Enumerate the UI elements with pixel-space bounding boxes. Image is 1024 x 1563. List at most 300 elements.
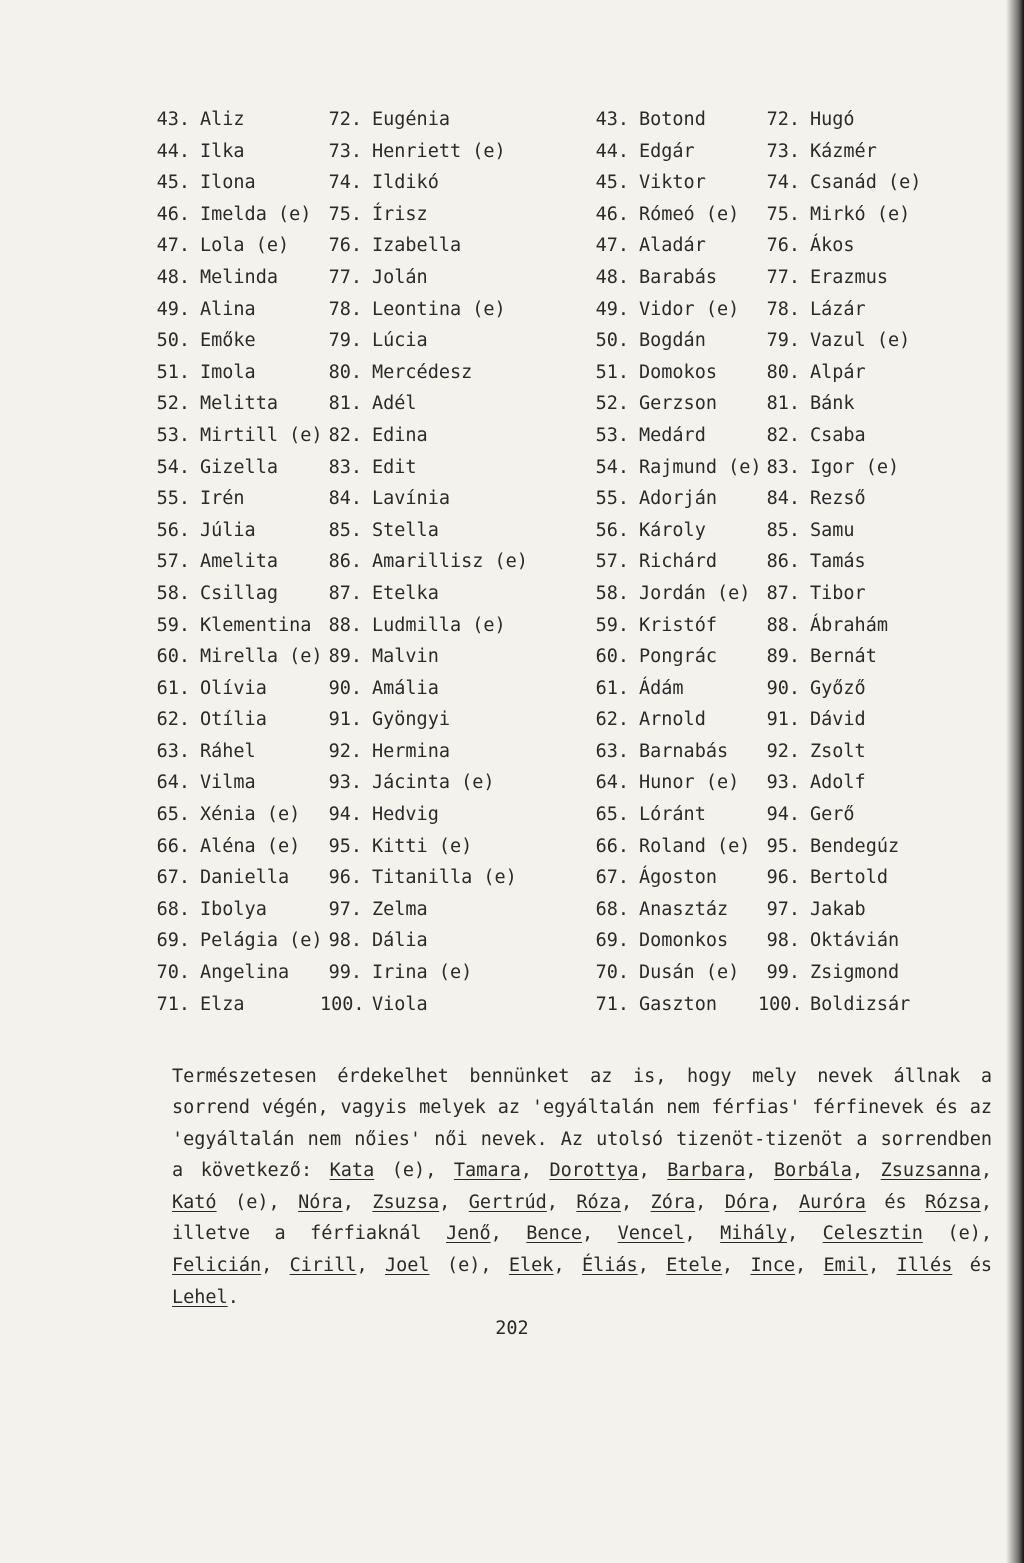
entry-name: Kitti (e) <box>372 835 473 857</box>
entry-number: 46. <box>595 203 629 225</box>
name-entry <box>758 767 921 799</box>
name-entry <box>148 704 323 736</box>
entry-number: 59. <box>595 614 629 636</box>
entry-number: 73. <box>766 140 800 162</box>
name-entry <box>320 483 528 515</box>
entry-name: Leontina (e) <box>372 298 506 320</box>
entry-name: Győző <box>810 677 866 699</box>
name-entry <box>148 167 323 199</box>
entry-name: Rómeó (e) <box>639 203 740 225</box>
entry-name: Samu <box>810 519 855 541</box>
entry-number: 73. <box>328 140 362 162</box>
entry-name: Edit <box>372 456 417 478</box>
name-entry <box>587 767 762 799</box>
underlined-name: Elek <box>508 1255 554 1277</box>
entry-number: 70. <box>156 962 190 984</box>
name-entry <box>758 546 921 578</box>
name-entry <box>758 294 921 326</box>
name-entry <box>758 862 921 894</box>
entry-name: Henriett (e) <box>372 140 506 162</box>
entry-name: Oktávián <box>810 930 900 952</box>
name-entry <box>320 515 528 547</box>
entry-number: 53. <box>595 424 629 446</box>
name-entry <box>148 831 323 863</box>
entry-name: Titanilla (e) <box>372 867 517 889</box>
entry-name: Ráhel <box>200 740 256 762</box>
entry-name: Gaszton <box>639 993 717 1015</box>
entry-name: Hermina <box>372 740 450 762</box>
entry-number: 64. <box>595 772 629 794</box>
name-entry <box>587 736 762 768</box>
entry-number: 94. <box>328 804 362 826</box>
entry-name: Eugénia <box>372 109 450 130</box>
entry-name: Ádám <box>639 677 684 699</box>
entry-number: 81. <box>328 393 362 415</box>
entry-name: Zsolt <box>810 740 866 762</box>
entry-name: Stella <box>372 519 439 541</box>
entry-number: 68. <box>595 898 629 920</box>
entry-number: 45. <box>156 172 190 194</box>
entry-name: Angelina <box>200 962 290 984</box>
name-entry <box>148 357 323 389</box>
name-entry <box>320 136 528 168</box>
name-entry <box>320 736 528 768</box>
entry-name: Dália <box>372 930 428 952</box>
name-entry <box>758 957 921 989</box>
entry-number: 99. <box>328 962 362 984</box>
entry-name: Daniella <box>200 867 290 889</box>
commentary-paragraph <box>172 1061 992 1314</box>
name-entry <box>758 578 921 610</box>
entry-name: Amália <box>372 677 439 699</box>
name-entry <box>758 262 921 294</box>
page-number: 202 <box>495 1318 529 1339</box>
entry-number: 47. <box>595 235 629 257</box>
name-separator: , <box>868 1255 897 1277</box>
entry-name: Botond <box>639 109 706 130</box>
underlined-name: Cirill <box>289 1255 357 1277</box>
name-entry <box>758 388 921 420</box>
entry-name: Edgár <box>639 140 695 162</box>
entry-number: 96. <box>766 867 800 889</box>
underlined-name: Etele <box>666 1255 722 1277</box>
name-entry <box>587 831 762 863</box>
entry-number: 85. <box>328 519 362 541</box>
name-separator: , <box>787 1223 823 1245</box>
entry-number: 66. <box>156 835 190 857</box>
entry-name: Kázmér <box>810 140 877 162</box>
name-entry <box>587 136 762 168</box>
entry-name: Jácinta (e) <box>372 772 495 794</box>
entry-number: 51. <box>156 361 190 383</box>
entry-name: Domonkos <box>639 930 729 952</box>
entry-number: 91. <box>766 709 800 731</box>
entry-number: 68. <box>156 898 190 920</box>
entry-name: Malvin <box>372 646 439 668</box>
name-separator: , <box>851 1160 881 1182</box>
name-entry <box>320 262 528 294</box>
entry-number: 69. <box>595 930 629 952</box>
entry-name: Írisz <box>372 203 428 225</box>
entry-number: 57. <box>156 551 190 573</box>
entry-number: 43. <box>595 109 629 130</box>
entry-name: Barabás <box>639 266 717 288</box>
entry-number: 74. <box>328 172 362 194</box>
name-entry <box>587 104 762 136</box>
entry-number: 78. <box>766 298 800 320</box>
entry-number: 80. <box>328 361 362 383</box>
entry-number: 54. <box>156 456 190 478</box>
name-entry <box>148 452 323 484</box>
entry-name: Dusán (e) <box>639 962 740 984</box>
name-entry <box>320 673 528 705</box>
name-entry <box>587 167 762 199</box>
entry-number: 95. <box>328 835 362 857</box>
name-entry <box>148 294 323 326</box>
name-entry <box>148 325 323 357</box>
entry-number: 54. <box>595 456 629 478</box>
entry-name: Kristóf <box>639 614 717 636</box>
name-separator: , <box>769 1191 800 1213</box>
underlined-name: Emil <box>823 1255 869 1277</box>
entry-name: Richárd <box>639 551 717 573</box>
entry-name: Jolán <box>372 266 428 288</box>
entry-name: Bendegúz <box>810 835 900 857</box>
entry-number: 81. <box>766 393 800 415</box>
name-separator: , <box>553 1255 582 1277</box>
entry-number: 83. <box>766 456 800 478</box>
entry-name: Melitta <box>200 393 278 415</box>
entry-name: Ildikó <box>372 172 439 194</box>
name-entry <box>320 989 528 1021</box>
entry-number: 79. <box>328 330 362 352</box>
entry-number: 43. <box>156 109 190 130</box>
name-entry <box>587 989 762 1021</box>
entry-number: 96. <box>328 867 362 889</box>
name-entry <box>320 831 528 863</box>
entry-number: 89. <box>328 646 362 668</box>
name-entry <box>148 957 323 989</box>
entry-number: 48. <box>156 266 190 288</box>
name-separator: , <box>490 1223 527 1245</box>
entry-number: 85. <box>766 519 800 541</box>
entry-number: 45. <box>595 172 629 194</box>
paragraph-intro: Természetesen érdekelhet bennünket az is, hogy mely nevek állnak a sorrend végén, vagyis melyek az 'egyáltalán nem férfias' férfinevek és az 'egyáltalán nem nőies' női nevek. Az utolsó tizenöt-tizenöt a sorrendben a következő: <box>172 1065 992 1182</box>
entry-name: Vilma <box>200 772 256 794</box>
name-entry <box>320 546 528 578</box>
name-entry <box>758 894 921 926</box>
entry-name: Zelma <box>372 898 428 920</box>
entry-name: Olívia <box>200 677 267 699</box>
entry-name: Gizella <box>200 456 278 478</box>
entry-name: Ákos <box>810 235 855 257</box>
name-entry <box>587 578 762 610</box>
entry-name: Viola <box>372 993 428 1015</box>
underlined-name: Jenő <box>446 1223 491 1245</box>
name-entry <box>320 357 528 389</box>
name-separator: (e), <box>429 1255 509 1277</box>
entry-number: 90. <box>766 677 800 699</box>
entry-name: Aléna (e) <box>200 835 301 857</box>
name-entry <box>320 325 528 357</box>
name-entry <box>758 799 921 831</box>
entry-name: Mirella (e) <box>200 646 323 668</box>
name-separator: , <box>261 1255 290 1277</box>
entry-number: 78. <box>328 298 362 320</box>
entry-number: 57. <box>595 551 629 573</box>
entry-name: Gyöngyi <box>372 709 450 731</box>
name-entry <box>320 230 528 262</box>
name-entry <box>320 799 528 831</box>
entry-number: 98. <box>766 930 800 952</box>
entry-name: Júlia <box>200 519 256 541</box>
entry-name: Etelka <box>372 582 439 604</box>
entry-name: Gerő <box>810 804 855 826</box>
name-entry <box>587 388 762 420</box>
name-entry <box>320 104 528 136</box>
entry-name: Alina <box>200 298 256 320</box>
entry-name: Adél <box>372 393 417 415</box>
entry-number: 70. <box>595 962 629 984</box>
name-separator: , <box>582 1223 618 1245</box>
name-entry <box>587 957 762 989</box>
name-entry <box>758 736 921 768</box>
entry-number: 63. <box>156 740 190 762</box>
entry-number: 67. <box>156 867 190 889</box>
female-names-list-2 <box>320 104 528 1020</box>
underlined-name: Auróra <box>799 1191 866 1213</box>
underlined-name: Rózsa <box>925 1191 981 1213</box>
name-entry <box>148 420 323 452</box>
entry-name: Vidor (e) <box>639 298 740 320</box>
underlined-name: Éliás <box>581 1255 638 1277</box>
entry-number: 60. <box>156 646 190 668</box>
entry-name: Irina (e) <box>372 962 473 984</box>
entry-name: Barnabás <box>639 740 729 762</box>
entry-name: Lúcia <box>372 330 428 352</box>
entry-name: Alpár <box>810 361 866 383</box>
entry-number: 76. <box>328 235 362 257</box>
name-entry <box>320 452 528 484</box>
entry-number: 53. <box>156 424 190 446</box>
name-entry <box>320 578 528 610</box>
entry-number: 61. <box>156 677 190 699</box>
name-entry <box>320 704 528 736</box>
name-entry <box>320 388 528 420</box>
name-entry <box>587 515 762 547</box>
entry-name: Erazmus <box>810 266 888 288</box>
entry-number: 55. <box>595 488 629 510</box>
name-entry <box>320 167 528 199</box>
name-entry <box>758 325 921 357</box>
entry-number: 55. <box>156 488 190 510</box>
entry-name: Elza <box>200 993 245 1015</box>
entry-number: 87. <box>328 582 362 604</box>
entry-number: 84. <box>328 488 362 510</box>
entry-name: Ágoston <box>639 867 717 889</box>
entry-name: Mirkó (e) <box>810 203 911 225</box>
entry-number: 89. <box>766 646 800 668</box>
name-entry <box>320 894 528 926</box>
entry-name: Imola <box>200 361 256 383</box>
name-separator: , <box>546 1191 577 1213</box>
name-entry <box>148 736 323 768</box>
entry-number: 52. <box>156 393 190 415</box>
entry-number: 65. <box>156 804 190 826</box>
name-entry <box>758 420 921 452</box>
underlined-name: Barbara <box>667 1160 746 1182</box>
paragraph-middle: , illetve a férfiaknál <box>172 1191 992 1245</box>
entry-number: 93. <box>766 772 800 794</box>
name-entry <box>320 199 528 231</box>
entry-number: 86. <box>328 551 362 573</box>
name-separator: , <box>795 1255 824 1277</box>
entry-number: 80. <box>766 361 800 383</box>
name-entry <box>758 831 921 863</box>
entry-name: Vazul (e) <box>810 330 911 352</box>
entry-name: Izabella <box>372 235 462 257</box>
entry-name: Pongrác <box>639 646 717 668</box>
entry-name: Amarillisz (e) <box>372 551 528 573</box>
entry-number: 90. <box>328 677 362 699</box>
entry-number: 49. <box>595 298 629 320</box>
entry-number: 60. <box>595 646 629 668</box>
underlined-name: Dóra <box>724 1191 770 1213</box>
entry-name: Ilka <box>200 140 245 162</box>
entry-name: Zsigmond <box>810 962 900 984</box>
name-entry <box>758 357 921 389</box>
entry-name: Tibor <box>810 582 866 604</box>
underlined-name: Dorottya <box>549 1160 639 1182</box>
entry-name: Tamás <box>810 551 866 573</box>
entry-number: 56. <box>156 519 190 541</box>
underlined-name: Borbála <box>773 1160 852 1182</box>
entry-number: 84. <box>766 488 800 510</box>
name-entry <box>148 862 323 894</box>
name-entry <box>148 136 323 168</box>
name-entry <box>758 104 921 136</box>
entry-name: Boldizsár <box>810 993 911 1015</box>
name-entry <box>758 704 921 736</box>
name-entry <box>148 673 323 705</box>
entry-number: 46. <box>156 203 190 225</box>
name-entry <box>587 294 762 326</box>
entry-number: 59. <box>156 614 190 636</box>
underlined-name: Vencel <box>617 1223 685 1245</box>
entry-number: 95. <box>766 835 800 857</box>
entry-name: Bertold <box>810 867 888 889</box>
entry-number: 97. <box>766 898 800 920</box>
entry-number: 72. <box>328 109 362 130</box>
entry-number: 62. <box>156 709 190 731</box>
entry-number: 52. <box>595 393 629 415</box>
name-entry <box>758 925 921 957</box>
entry-number: 82. <box>766 424 800 446</box>
entry-name: Arnold <box>639 709 706 731</box>
entry-name: Ludmilla (e) <box>372 614 506 636</box>
name-entry <box>148 515 323 547</box>
name-entry <box>758 641 921 673</box>
entry-name: Ibolya <box>200 898 267 920</box>
female-names-list-1 <box>148 104 323 1020</box>
name-entry <box>587 610 762 642</box>
entry-name: Adorján <box>639 488 717 510</box>
entry-number: 92. <box>328 740 362 762</box>
entry-name: Csillag <box>200 582 278 604</box>
entry-name: Roland (e) <box>639 835 751 857</box>
name-separator: , <box>745 1160 774 1182</box>
name-entry <box>148 262 323 294</box>
name-entry <box>148 767 323 799</box>
entry-number: 88. <box>766 614 800 636</box>
name-entry <box>587 420 762 452</box>
name-entry <box>758 483 921 515</box>
underlined-name: Celesztin <box>822 1223 923 1245</box>
name-entry <box>587 704 762 736</box>
entry-number: 77. <box>766 266 800 288</box>
entry-number: 88. <box>328 614 362 636</box>
entry-number: 64. <box>156 772 190 794</box>
name-entry <box>320 420 528 452</box>
underlined-name: Nóra <box>298 1191 343 1213</box>
underlined-name: Joel <box>385 1255 430 1277</box>
entry-name: Jakab <box>810 898 866 920</box>
entry-name: Rezső <box>810 488 866 510</box>
entry-name: Xénia (e) <box>200 804 301 826</box>
entry-number: 76. <box>766 235 800 257</box>
entry-number: 44. <box>156 140 190 162</box>
name-entry <box>148 641 323 673</box>
entry-number: 74. <box>766 172 800 194</box>
entry-name: Mirtill (e) <box>200 424 323 446</box>
entry-number: 66. <box>595 835 629 857</box>
name-separator: , <box>695 1191 725 1213</box>
entry-name: Viktor <box>639 172 706 194</box>
name-entry <box>758 673 921 705</box>
name-entry <box>148 925 323 957</box>
name-separator: , <box>620 1191 651 1213</box>
entry-number: 47. <box>156 235 190 257</box>
entry-number: 69. <box>156 930 190 952</box>
entry-number: 79. <box>766 330 800 352</box>
name-separator: és <box>865 1191 926 1213</box>
entry-number: 44. <box>595 140 629 162</box>
underlined-name: Lehel <box>172 1286 228 1308</box>
name-entry <box>148 388 323 420</box>
entry-name: Mercédesz <box>372 361 473 383</box>
underlined-name: Ince <box>750 1255 796 1277</box>
name-entry <box>148 799 323 831</box>
name-entry <box>587 262 762 294</box>
entry-name: Bernát <box>810 646 877 668</box>
underlined-name: Felicián <box>172 1255 262 1277</box>
male-names-list-1 <box>587 104 762 1020</box>
entry-name: Amelita <box>200 551 278 573</box>
name-entry <box>148 578 323 610</box>
entry-number: 100. <box>758 993 803 1015</box>
name-entry <box>148 610 323 642</box>
name-entry <box>148 483 323 515</box>
name-entry <box>148 199 323 231</box>
name-separator: (e), <box>922 1223 992 1245</box>
entry-name: Hunor (e) <box>639 772 740 794</box>
name-entry <box>148 230 323 262</box>
underlined-name: Gertrúd <box>468 1191 547 1213</box>
name-separator: , <box>439 1191 469 1213</box>
name-separator: és <box>952 1255 993 1277</box>
entry-number: 48. <box>595 266 629 288</box>
entry-number: 86. <box>766 551 800 573</box>
